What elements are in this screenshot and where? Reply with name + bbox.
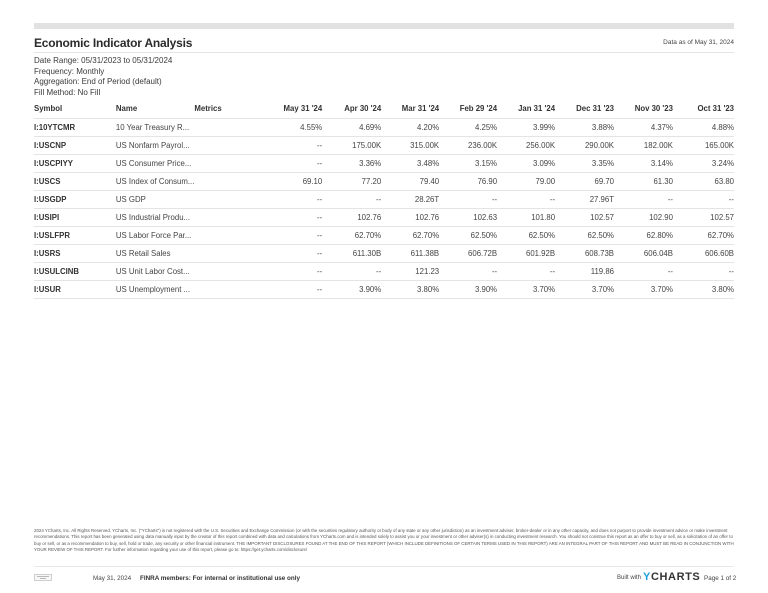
name-cell: US Consumer Price... <box>116 154 194 172</box>
value-cell: 76.90 <box>439 172 497 190</box>
table-row <box>34 244 734 262</box>
finra-badge-icon <box>34 574 52 581</box>
name-cell: US Labor Force Par... <box>116 226 194 244</box>
value-cell: -- <box>252 244 322 262</box>
metrics-cell <box>194 118 252 136</box>
column-header-date: Nov 30 '23 <box>614 100 673 118</box>
value-cell: 27.96T <box>555 190 614 208</box>
data-as-of-date: Data as of May 31, 2024 <box>663 39 734 46</box>
value-cell: 4.25% <box>439 118 497 136</box>
table-row <box>34 208 734 226</box>
value-cell: 61.30 <box>614 172 673 190</box>
built-with-label: Built with <box>617 575 642 581</box>
value-cell: 69.70 <box>555 172 614 190</box>
value-cell: -- <box>252 136 322 154</box>
value-cell: 101.80 <box>497 208 555 226</box>
value-cell: 102.90 <box>614 208 673 226</box>
column-header-date: Feb 29 '24 <box>439 100 497 118</box>
value-cell: -- <box>252 226 322 244</box>
value-cell: 62.50% <box>555 226 614 244</box>
value-cell: 3.14% <box>614 154 673 172</box>
value-cell: -- <box>252 190 322 208</box>
name-cell: US Index of Consum... <box>116 172 194 190</box>
value-cell: 102.76 <box>322 208 381 226</box>
ycharts-logo-y: Y <box>643 571 651 583</box>
name-cell: US Retail Sales <box>116 244 194 262</box>
value-cell: -- <box>673 190 734 208</box>
symbol-cell: I:USULCINB <box>34 262 116 280</box>
value-cell: 3.80% <box>381 280 439 298</box>
metrics-cell <box>194 262 252 280</box>
value-cell: 256.00K <box>497 136 555 154</box>
name-cell: US Nonfarm Payrol... <box>116 136 194 154</box>
value-cell: 3.90% <box>322 280 381 298</box>
symbol-cell: I:USUR <box>34 280 116 298</box>
value-cell: -- <box>252 154 322 172</box>
value-cell: 69.10 <box>252 172 322 190</box>
column-header-date: Apr 30 '24 <box>322 100 381 118</box>
ycharts-logo <box>643 571 700 583</box>
column-header-date: Dec 31 '23 <box>555 100 614 118</box>
value-cell: -- <box>252 280 322 298</box>
value-cell: -- <box>439 262 497 280</box>
report-header <box>34 36 734 53</box>
column-header-date: May 31 '24 <box>252 100 322 118</box>
page-number: Page 1 of 2 <box>704 575 737 582</box>
value-cell: 62.70% <box>381 226 439 244</box>
value-cell: 601.92B <box>497 244 555 262</box>
date-range: Date Range: 05/31/2023 to 05/31/2024 <box>34 56 173 65</box>
symbol-cell: I:USGDP <box>34 190 116 208</box>
value-cell: 315.00K <box>381 136 439 154</box>
value-cell: 62.70% <box>322 226 381 244</box>
value-cell: -- <box>673 262 734 280</box>
table-row <box>34 262 734 280</box>
column-header-date: Mar 31 '24 <box>381 100 439 118</box>
symbol-cell: I:USLFPR <box>34 226 116 244</box>
value-cell: 4.88% <box>673 118 734 136</box>
indicator-table <box>34 100 734 299</box>
symbol-cell: I:10YTCMR <box>34 118 116 136</box>
value-cell: 3.24% <box>673 154 734 172</box>
column-header-date: Jan 31 '24 <box>497 100 555 118</box>
metrics-cell <box>194 226 252 244</box>
value-cell: 3.36% <box>322 154 381 172</box>
metrics-cell <box>194 136 252 154</box>
fill-method: Fill Method: No Fill <box>34 88 101 98</box>
page-title: Economic Indicator Analysis <box>34 36 193 50</box>
value-cell: 63.80 <box>673 172 734 190</box>
value-cell: 77.20 <box>322 172 381 190</box>
value-cell: 79.40 <box>381 172 439 190</box>
value-cell: 62.70% <box>673 226 734 244</box>
column-header-date: Oct 31 '23 <box>673 100 734 118</box>
value-cell: 102.63 <box>439 208 497 226</box>
metrics-cell <box>194 190 252 208</box>
value-cell: 182.00K <box>614 136 673 154</box>
aggregation: Aggregation: End of Period (default) <box>34 77 162 87</box>
value-cell: 175.00K <box>322 136 381 154</box>
value-cell: 611.30B <box>322 244 381 262</box>
table-row <box>34 172 734 190</box>
finra-notice: FINRA members: For internal or institutional use only <box>140 575 301 582</box>
value-cell: -- <box>439 190 497 208</box>
symbol-cell: I:USCNP <box>34 136 116 154</box>
value-cell: -- <box>322 190 381 208</box>
value-cell: 62.50% <box>497 226 555 244</box>
ycharts-logo-text: CHARTS <box>650 571 701 583</box>
value-cell: 62.50% <box>439 226 497 244</box>
value-cell: -- <box>497 190 555 208</box>
symbol-cell: I:USCS <box>34 172 116 190</box>
value-cell: 3.48% <box>381 154 439 172</box>
table-row <box>34 118 734 136</box>
value-cell: 102.76 <box>381 208 439 226</box>
value-cell: 608.73B <box>555 244 614 262</box>
value-cell: 28.26T <box>381 190 439 208</box>
value-cell: 3.09% <box>497 154 555 172</box>
value-cell: 3.99% <box>497 118 555 136</box>
value-cell: 3.80% <box>673 280 734 298</box>
table-row <box>34 190 734 208</box>
value-cell: -- <box>614 262 673 280</box>
metrics-cell <box>194 208 252 226</box>
value-cell: 3.70% <box>555 280 614 298</box>
value-cell: 121.23 <box>381 262 439 280</box>
name-cell: US GDP <box>116 190 194 208</box>
value-cell: -- <box>497 262 555 280</box>
name-cell: 10 Year Treasury R... <box>116 118 194 136</box>
value-cell: 3.15% <box>439 154 497 172</box>
value-cell: 4.20% <box>381 118 439 136</box>
table-row <box>34 154 734 172</box>
metrics-cell <box>194 172 252 190</box>
metrics-cell <box>194 280 252 298</box>
value-cell: 236.00K <box>439 136 497 154</box>
table-header-row <box>34 100 734 118</box>
top-divider-bar <box>34 23 734 29</box>
value-cell: 79.00 <box>497 172 555 190</box>
value-cell: 606.72B <box>439 244 497 262</box>
symbol-cell: I:USIPI <box>34 208 116 226</box>
column-header-name: Name <box>116 100 194 118</box>
symbol-cell: I:USCPIYY <box>34 154 116 172</box>
value-cell: 62.80% <box>614 226 673 244</box>
value-cell: 606.04B <box>614 244 673 262</box>
column-header-metrics: Metrics <box>194 100 252 118</box>
report-parameters <box>34 56 172 99</box>
column-header-symbol: Symbol <box>34 100 116 118</box>
value-cell: 290.00K <box>555 136 614 154</box>
value-cell: -- <box>614 190 673 208</box>
table-row <box>34 136 734 154</box>
name-cell: US Unit Labor Cost... <box>116 262 194 280</box>
table-row <box>34 280 734 298</box>
value-cell: 4.37% <box>614 118 673 136</box>
value-cell: 102.57 <box>673 208 734 226</box>
value-cell: 165.00K <box>673 136 734 154</box>
value-cell: 119.86 <box>555 262 614 280</box>
name-cell: US Unemployment ... <box>116 280 194 298</box>
value-cell: 102.57 <box>555 208 614 226</box>
frequency: Frequency: Monthly <box>34 66 105 76</box>
value-cell: 3.35% <box>555 154 614 172</box>
value-cell: 3.70% <box>614 280 673 298</box>
table-row <box>34 226 734 244</box>
metrics-cell <box>194 244 252 262</box>
value-cell: -- <box>322 262 381 280</box>
value-cell: -- <box>252 262 322 280</box>
value-cell: 4.69% <box>322 118 381 136</box>
value-cell: 606.60B <box>673 244 734 262</box>
footer-date: May 31, 2024 <box>93 575 132 582</box>
value-cell: 3.88% <box>555 118 614 136</box>
value-cell: 611.38B <box>381 244 439 262</box>
value-cell: -- <box>252 208 322 226</box>
legal-disclaimer: 2024 YCharts, Inc. All Rights Reserved. YCharts, Inc. ("YCharts") is not registered with the U.S. Securities and Exchange Commission (or with the securities regulatory authority or body of any state or any other jurisdiction) as an investment adviser, broker-dealer or in any other capacity, and does not purport to provide investment advice or make investment recommendations. This report has been generated using data manually input by the creator of this report combined with data and calculations from YCharts.com and is intended solely to assist you or your investment or other adviser(s) in conducting investment research. You should not construe this report as an offer to buy or sell, as a solicitation of an offer to buy or sell, or as a recommendation to buy, sell, hold or trade, any security or other financial instrument. THE IMPORTANT DISCLOSURES FOUND AT THE END OF THIS REPORT (WHICH INCLUDE DEFINITIONS OF CERTAIN TERMS USED IN THIS REPORT) ARE AN INTEGRAL PART OF THIS REPORT AND MUST BE READ IN CONJUNCTION WITH YOUR REVIEW OF THIS REPORT. For further information regarding your use of this report, please go to: https://get.ycharts.com/disclosure/ <box>34 528 734 552</box>
metrics-cell <box>194 154 252 172</box>
value-cell: 3.90% <box>439 280 497 298</box>
value-cell: 4.55% <box>252 118 322 136</box>
name-cell: US Industrial Produ... <box>116 208 194 226</box>
value-cell: 3.70% <box>497 280 555 298</box>
symbol-cell: I:USRS <box>34 244 116 262</box>
footer-divider <box>34 566 734 567</box>
